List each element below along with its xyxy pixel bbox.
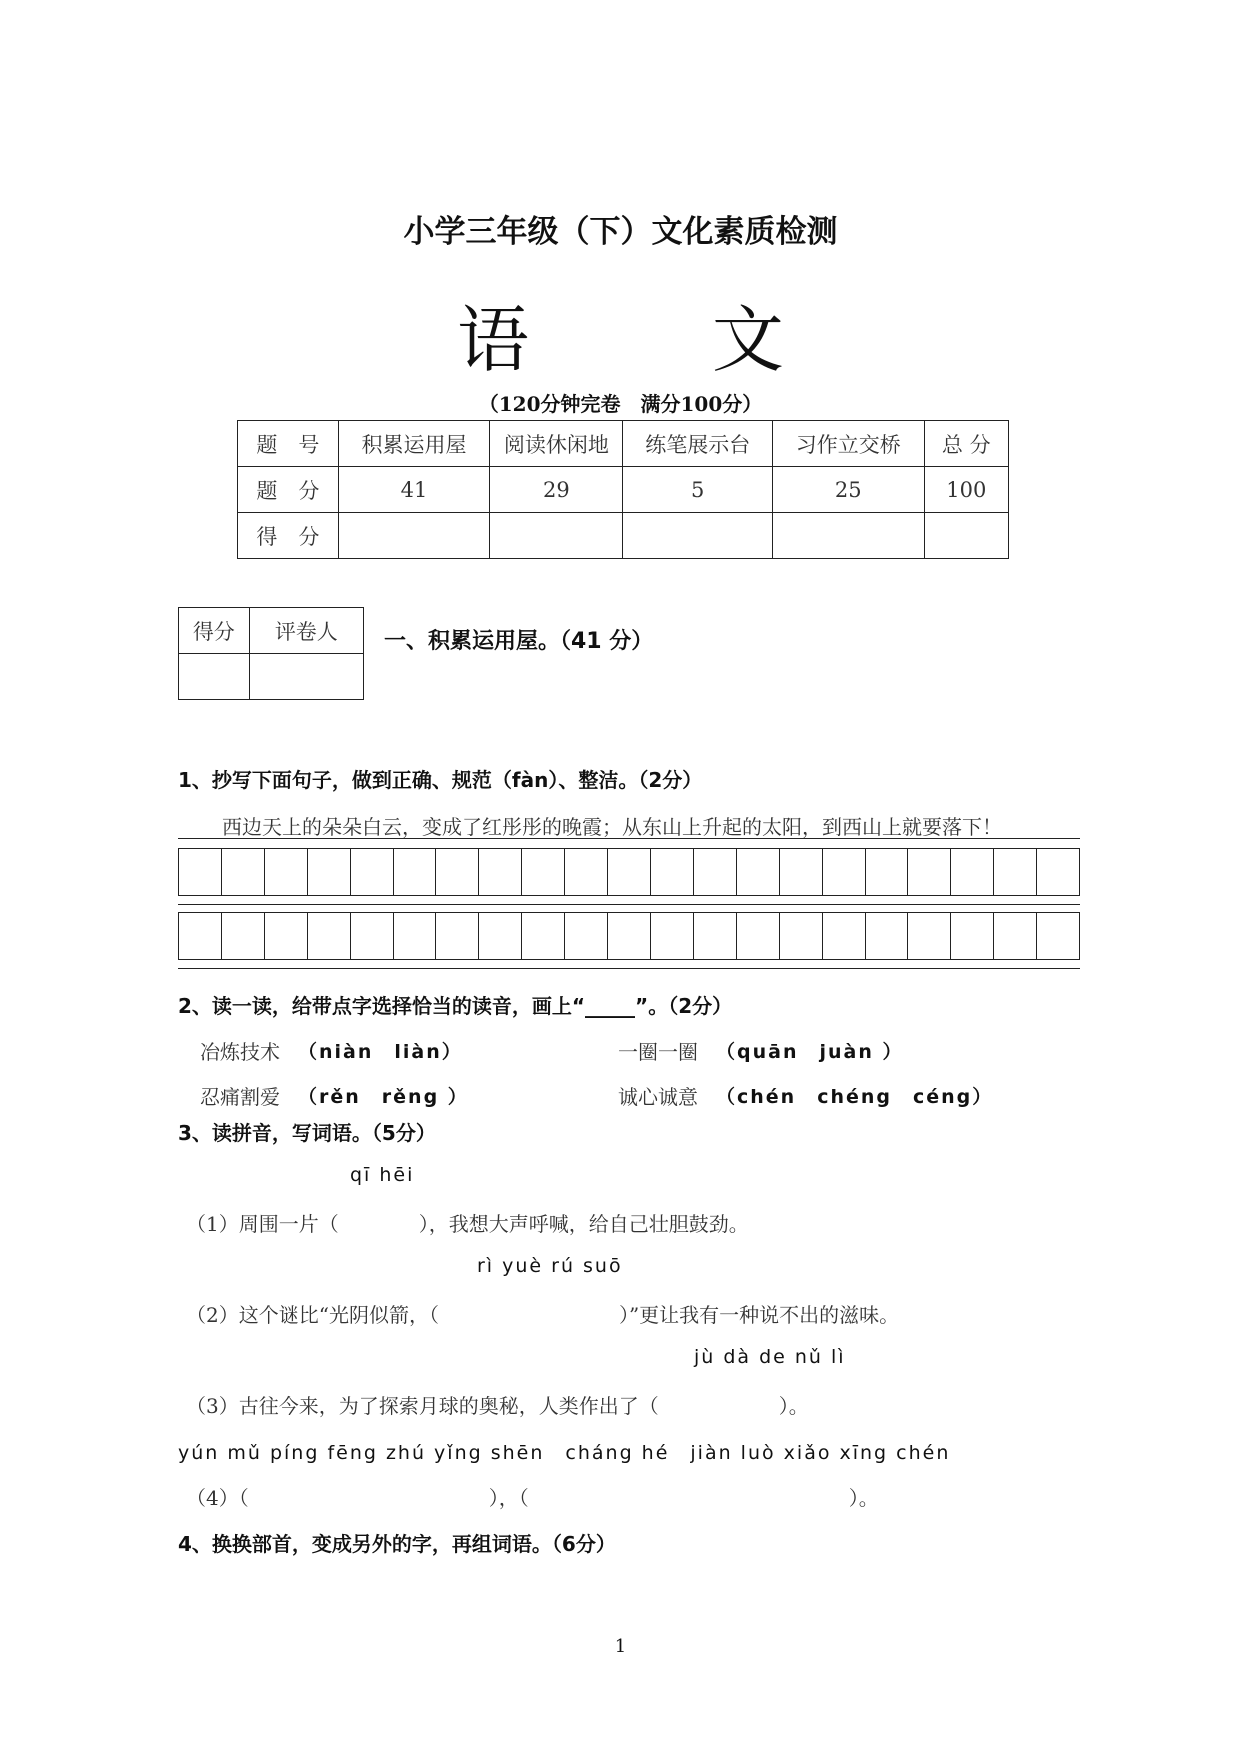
writing-grid[interactable] — [178, 838, 1080, 970]
q4-title: 4、换换部首，变成另外的字，再组词语。（6分） — [178, 1532, 616, 1556]
q3-sentence[interactable]: （4）（ ），（ ）。 — [186, 1486, 879, 1510]
page-number: 1 — [614, 1636, 627, 1657]
grid-row-1[interactable] — [178, 848, 1080, 896]
score-input-cell[interactable] — [179, 654, 250, 700]
table-row — [238, 421, 1009, 467]
points-cell: 5 — [623, 467, 773, 513]
row-header: 题 号 — [238, 421, 339, 467]
score-input-cell[interactable] — [490, 513, 623, 559]
score-input-cell[interactable] — [623, 513, 773, 559]
q3-pinyin: yún mǔ píng fēng zhú yǐng shēn cháng hé jiàn luò xiǎo xīng chén — [178, 1442, 951, 1464]
q1-title: 1、抄写下面句子，做到正确、规范（fàn）、整洁。（2分） — [178, 768, 703, 792]
q3-pinyin: rì yuè rú suō — [477, 1255, 623, 1277]
table-row — [238, 513, 1009, 559]
score-label: 得分 — [179, 608, 250, 654]
points-cell: 29 — [490, 467, 623, 513]
q2-item-options[interactable]: （niàn liàn） — [298, 1041, 463, 1063]
column-header: 练笔展示台 — [623, 421, 773, 467]
q2-title: 2、读一读，给带点字选择恰当的读音，画上“_____”。（2分） — [178, 994, 733, 1018]
exam-info: （120分钟完卷 满分100分） — [478, 392, 763, 416]
points-cell: 100 — [924, 467, 1008, 513]
main-title: 小学三年级（下）文化素质检测 — [403, 214, 838, 250]
score-input-cell[interactable] — [772, 513, 924, 559]
q3-title: 3、读拼音，写词语。（5分） — [178, 1121, 436, 1145]
score-input-cell[interactable] — [338, 513, 490, 559]
grader-table — [178, 607, 364, 700]
subject-title: 语 文 — [457, 298, 864, 382]
q3-sentence[interactable]: （1）周围一片（ ），我想大声呼喊，给自己壮胆鼓劲。 — [186, 1212, 749, 1236]
column-header: 阅读休闲地 — [490, 421, 623, 467]
table-row — [179, 654, 364, 700]
score-input-cell[interactable] — [924, 513, 1008, 559]
q2-item-word: 忍痛割爱 — [200, 1085, 280, 1109]
table-row — [238, 467, 1009, 513]
column-header: 总 分 — [924, 421, 1008, 467]
column-header: 习作立交桥 — [772, 421, 924, 467]
grid-row-2[interactable] — [178, 912, 1080, 960]
q2-item-word: 一圈一圈 — [618, 1040, 698, 1064]
column-header: 积累运用屋 — [338, 421, 490, 467]
row-header: 得 分 — [238, 513, 339, 559]
q3-sentence[interactable]: （3）古往今来，为了探索月球的奥秘，人类作出了（ ）。 — [186, 1394, 809, 1418]
points-cell: 25 — [772, 467, 924, 513]
q2-item-options[interactable]: （chén chéng céng） — [716, 1086, 994, 1108]
q2-item-options[interactable]: （quān juàn ） — [716, 1041, 904, 1063]
table-row — [179, 608, 364, 654]
score-table — [237, 420, 1009, 559]
points-cell: 41 — [338, 467, 490, 513]
q3-pinyin: jù dà de nǔ lì — [694, 1346, 846, 1368]
grader-label: 评卷人 — [249, 608, 363, 654]
grader-input-cell[interactable] — [249, 654, 363, 700]
q3-pinyin: qī hēi — [350, 1164, 415, 1186]
q3-sentence[interactable]: （2）这个谜比“光阴似箭，（ ）”更让我有一种说不出的滋味。 — [186, 1303, 900, 1327]
q1-sentence: 西边天上的朵朵白云，变成了红彤彤的晚霞；从东山上升起的太阳，到西山上就要落下！ — [222, 815, 1002, 839]
q2-item-word: 诚心诚意 — [618, 1085, 698, 1109]
q2-item-word: 冶炼技术 — [200, 1040, 280, 1064]
row-header: 题 分 — [238, 467, 339, 513]
section1-title: 一、积累运用屋。（41 分） — [384, 629, 654, 654]
q2-item-options[interactable]: （rěn rěng ） — [298, 1086, 469, 1108]
